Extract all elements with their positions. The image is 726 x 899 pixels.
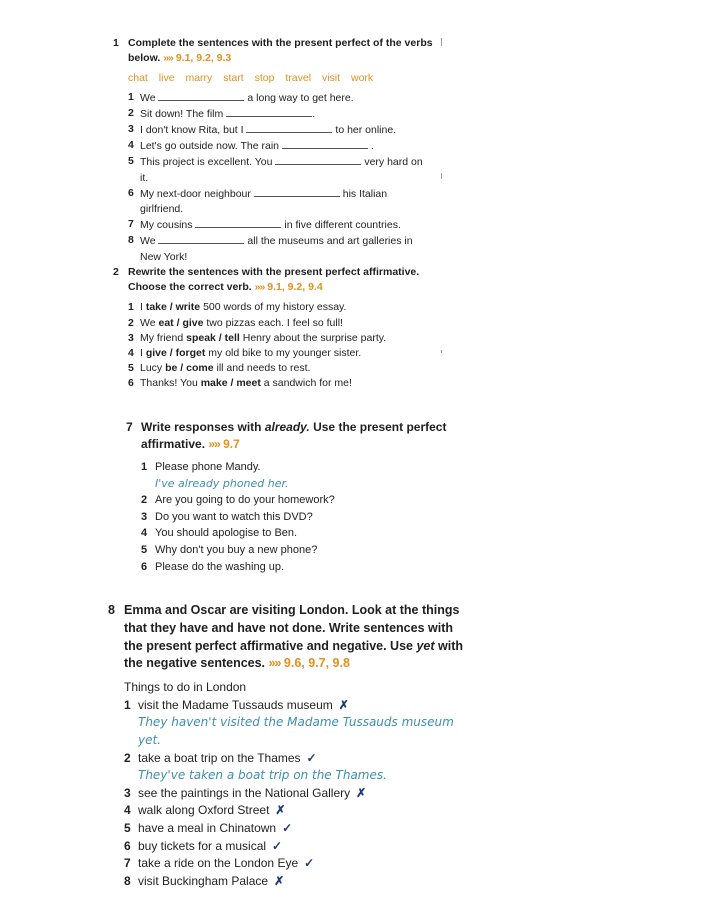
list-item: 1 I take / write 500 words of my history essay. — [128, 300, 443, 315]
answer-blank[interactable] — [158, 90, 244, 101]
verb-choice[interactable]: make / meet — [200, 377, 261, 390]
exercise-1 — [113, 36, 433, 265]
exercise-1-list — [128, 90, 433, 265]
exercise-instruction: Write responses with already. Use the present perfect affirmative. »» 9.7 — [141, 420, 447, 451]
answer-blank[interactable] — [226, 106, 312, 117]
verb-choice[interactable]: speak / tell — [186, 331, 240, 344]
item-number: 3 — [128, 123, 134, 136]
list-item: 3 My friend speak / tell Henry about the surprise party. — [128, 331, 443, 346]
exercise-number: 7 — [126, 420, 133, 434]
word-box-item: stop — [254, 72, 275, 85]
exercise-2-heading — [113, 265, 443, 295]
word-box-item: visit — [321, 72, 341, 85]
exercise-7-heading — [126, 419, 456, 453]
scan-speck — [441, 173, 442, 179]
answer-blank[interactable] — [275, 154, 361, 165]
item-number: 3 — [124, 785, 131, 800]
exercise-instruction: Emma and Oscar are visiting London. Look at the things that they have and have not done. Write sentences with the present perfect affirmative and negative. Use yet with the negative sentences. »» 9.6, 9.7, 9.8 — [124, 603, 464, 671]
example-answer: They haven't visited the Madame Tussauds museum yet. — [138, 715, 454, 747]
list-item: 3 see the paintings in the National Gallery ✗ — [124, 785, 468, 803]
list-item: 2 Sit down! The film . — [128, 106, 433, 122]
exercise-2 — [113, 265, 443, 392]
list-item: 5 have a meal in Chinatown ✓ — [124, 820, 468, 838]
keyword: already. — [264, 420, 310, 434]
list-item: 6 buy tickets for a musical ✓ — [124, 838, 468, 856]
item-number: 2 — [128, 106, 134, 119]
list-item: 7 take a ride on the London Eye ✓ — [124, 855, 468, 873]
tick-icon: ✓ — [306, 750, 317, 765]
item-number: 5 — [141, 543, 148, 556]
tick-icon: ✓ — [272, 838, 283, 853]
exercise-number: 2 — [113, 266, 119, 278]
word-box — [128, 71, 433, 86]
list-item: 4 Let's go outside now. The rain . — [128, 138, 433, 154]
item-number: 5 — [128, 155, 134, 168]
list-item: 1 We a long way to get here. — [128, 90, 433, 106]
answer-blank[interactable] — [158, 233, 244, 244]
answer-blank[interactable] — [246, 122, 332, 133]
list-item: 8 visit Buckingham Palace ✗ — [124, 873, 468, 891]
item-number: 3 — [141, 510, 148, 523]
exercise-8-heading — [108, 602, 468, 673]
list-item: 3 Do you want to watch this DVD? — [141, 509, 456, 526]
grammar-reference: 9.7 — [223, 437, 240, 451]
list-item: 5 This project is excellent. You very hard on it. — [128, 154, 433, 185]
exercise-8-list — [124, 697, 468, 891]
exercise-2-list — [128, 300, 443, 391]
item-number: 6 — [124, 838, 131, 853]
list-item: 6 Please do the washing up. — [141, 559, 456, 576]
item-number: 1 — [128, 90, 134, 103]
cross-icon: ✗ — [274, 873, 285, 888]
grammar-reference: 9.1, 9.2, 9.3 — [175, 52, 232, 65]
exercise-number: 1 — [113, 37, 119, 49]
grammar-ref-arrow-icon: »» — [254, 281, 265, 294]
item-number: 4 — [128, 139, 134, 152]
verb-choice[interactable]: give / forget — [145, 347, 206, 360]
cross-icon: ✗ — [338, 697, 349, 712]
exercise-instruction: Complete the sentences with the present perfect of the verbs below. »» 9.1, 9.2, 9.3 — [128, 37, 433, 65]
grammar-reference: 9.6, 9.7, 9.8 — [283, 656, 350, 671]
word-box-item: start — [223, 72, 244, 85]
word-box-item: chat — [128, 72, 148, 85]
exercise-1-heading — [113, 36, 433, 66]
word-box-item: work — [350, 72, 374, 85]
list-item: 8 We all the museums and art galleries in New York! — [128, 233, 433, 264]
verb-choice[interactable]: be / come — [165, 362, 214, 375]
word-box-item: live — [158, 72, 175, 85]
item-number: 4 — [128, 347, 134, 360]
grammar-ref-arrow-icon: »» — [268, 656, 281, 671]
cross-icon: ✗ — [356, 785, 367, 800]
item-number: 5 — [124, 820, 131, 835]
item-number: 3 — [128, 331, 134, 344]
item-number: 5 — [128, 362, 134, 375]
list-item: 2 We eat / give two pizzas each. I feel so full! — [128, 316, 443, 331]
exercise-instruction: Rewrite the sentences with the present perfect affirmative. Choose the correct verb. »» 9.1, 9.2, 9.4 — [128, 266, 420, 294]
answer-blank[interactable] — [195, 217, 281, 228]
item-number: 2 — [124, 750, 131, 765]
list-item: 2 Are you going to do your homework? — [141, 492, 456, 509]
list-item: 5 Why don't you buy a new phone? — [141, 542, 456, 559]
item-number: 7 — [128, 218, 134, 231]
exercise-number: 8 — [108, 603, 115, 617]
list-item: 6 Thanks! You make / meet a sandwich for me! — [128, 376, 443, 391]
answer-blank[interactable] — [282, 138, 368, 149]
cross-icon: ✗ — [275, 803, 286, 818]
item-number: 6 — [128, 186, 134, 199]
tick-icon: ✓ — [282, 820, 293, 835]
list-item: 1 visit the Madame Tussauds museum ✗ — [124, 697, 468, 715]
example-answer: I've already phoned her. — [155, 476, 289, 490]
list-item: 3 I don't know Rita, but I to her online. — [128, 122, 433, 138]
item-number: 6 — [141, 560, 148, 573]
item-number: 7 — [124, 856, 131, 871]
exercise-8 — [108, 602, 468, 890]
item-number: 2 — [128, 316, 134, 329]
scan-speck — [441, 38, 442, 46]
list-item: 7 My cousins in five different countries. — [128, 217, 433, 233]
grammar-reference: 9.1, 9.2, 9.4 — [267, 281, 323, 294]
item-number: 4 — [124, 803, 131, 818]
grammar-ref-arrow-icon: »» — [163, 52, 173, 65]
list-item: 2 take a boat trip on the Thames ✓ — [124, 750, 468, 768]
item-number: 1 — [141, 461, 148, 473]
grammar-ref-arrow-icon: »» — [208, 437, 220, 451]
answer-blank[interactable] — [254, 186, 340, 197]
list-item: 4 I give / forget my old bike to my younger sister. — [128, 346, 443, 361]
item-number: 2 — [141, 494, 148, 507]
item-number: 8 — [124, 873, 131, 888]
word-box-item: travel — [285, 72, 312, 85]
item-number: 1 — [124, 697, 131, 712]
item-number: 4 — [141, 527, 148, 540]
list-item: 5 Lucy be / come ill and needs to rest. — [128, 361, 443, 376]
tick-icon: ✓ — [304, 856, 315, 871]
list-item: 4 walk along Oxford Street ✗ — [124, 802, 468, 820]
verb-choice[interactable]: take / write — [145, 301, 201, 314]
item-number: 6 — [128, 377, 134, 390]
exercise-7 — [126, 419, 456, 575]
list-item: 4 You should apologise to Ben. — [141, 525, 456, 542]
keyword: yet — [416, 638, 435, 653]
verb-choice[interactable]: eat / give — [158, 316, 204, 329]
word-box-item: marry — [185, 72, 213, 85]
exercise-7-list — [141, 459, 456, 575]
list-item: 1 Please phone Mandy. — [141, 459, 456, 476]
item-number: 1 — [128, 301, 134, 314]
list-subtitle: Things to do in London — [124, 680, 247, 695]
item-number: 8 — [128, 234, 134, 247]
example-answer: They've taken a boat trip on the Thames. — [138, 768, 387, 783]
list-item: 6 My next-door neighbour his Italian girlfriend. — [128, 186, 433, 217]
